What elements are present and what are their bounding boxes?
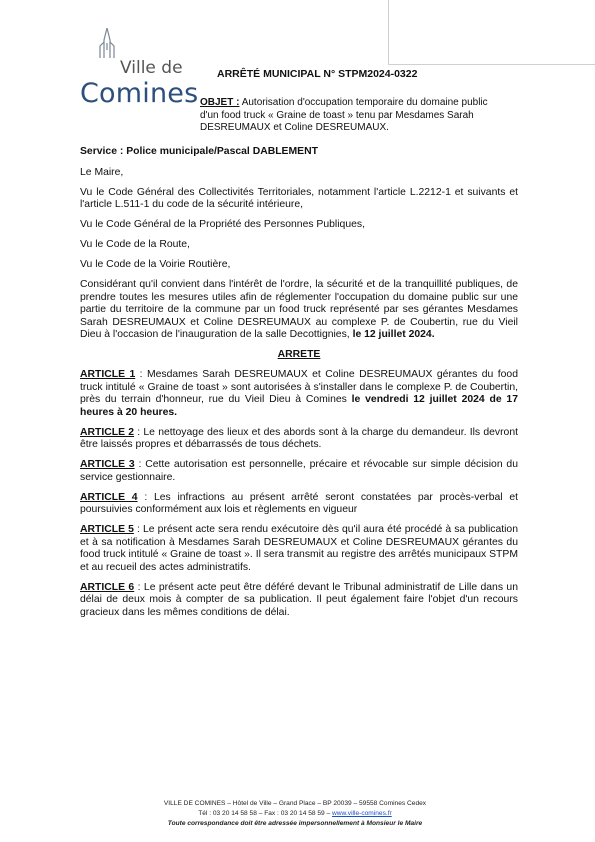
article-label: ARTICLE 3 <box>80 459 135 470</box>
objet-text: Autorisation d'occupation temporaire du domaine public d'un food truck « Graine de toast » tenu par Mesdames Sarah DESREUMAUX et Coline DESREUMAUX. <box>200 97 488 133</box>
article-label: ARTICLE 5 <box>80 524 134 535</box>
article-text: : Le présent acte peut être déféré devant le Tribunal administratif de Lille dans un délai de deux mois à compter de sa publication. Il peut également faire l'objet d'un recours gracieux dans les mêmes conditions de délai. <box>80 581 518 618</box>
document-body <box>80 146 518 627</box>
article-3 <box>80 459 518 484</box>
vu-code-voirie: Vu le Code de la Voirie Routière, <box>80 259 231 270</box>
city-logo <box>80 28 200 108</box>
article-2 <box>80 427 518 452</box>
service-line: Service : Police municipale/Pascal DABLEMENT <box>80 146 318 157</box>
website-link[interactable]: www.ville-comines.fr <box>332 809 392 817</box>
logo-text-ville: Ville de <box>120 58 183 78</box>
article-5 <box>80 524 518 574</box>
vu-cgct: Vu le Code Général des Collectivités Territoriales, notamment l'article L.2212-1 et suivants et l'article L.511-1 du code de la sécurité intérieure, <box>80 186 518 210</box>
article-date: le vendredi 12 juillet 2024 de 17 heures à 20 heures. <box>80 394 518 418</box>
page-footer <box>100 799 490 828</box>
article-text: : Mesdames Sarah DESREUMAUX et Coline DESREUMAUX gérantes du food truck intitulé « Graine de toast » sont autorisées à s'installer dans le complexe P. de Coubertin, près du terrain d'honneur, rue du Vieil Dieu à Comines <box>80 369 518 405</box>
footer-phone: Tél : 03 20 14 58 58 – Fax : 03 20 14 58 59 – <box>198 809 333 817</box>
logo-text-comines: Comines <box>80 78 199 109</box>
objet-label: OBJET : <box>200 97 240 108</box>
article-label: ARTICLE 2 <box>80 426 135 438</box>
objet-block <box>200 97 490 135</box>
vu-code-route: Vu le Code de la Route, <box>80 239 190 250</box>
vu-cg3p: Vu le Code Général de la Propriété des Personnes Publiques, <box>80 219 365 230</box>
arrete-number: ARRÊTÉ MUNICIPAL N° STPM2024-0322 <box>217 68 418 80</box>
footer-note: Toute correspondance doit être adressée impersonnellement à Monsieur le Maire <box>167 819 423 827</box>
maire-line: Le Maire, <box>80 166 124 178</box>
article-label: ARTICLE 6 <box>80 581 135 593</box>
stamp-box <box>388 0 595 65</box>
arrete-heading: ARRETE <box>277 349 321 360</box>
considerant-text: Considérant qu'il convient dans l'intérêt de l'ordre, la sécurité et de la tranquillité publiques, de prendre toutes les mesures utiles afin de réglementer l'occupation du domaine public sur une partie du territoire de la commune par un food truck représenté par ses gérantes Mesdames Sarah DESREUMAUX et Coline DESREUMAUX au complexe P. de Coubertin, rue du Vieil Dieu à l'occasion de l'inauguration de la salle Decottignies, <box>80 279 518 340</box>
article-1 <box>80 369 518 419</box>
footer-contact <box>100 809 490 819</box>
article-text: : Le présent acte sera rendu exécutoire dès qu'il aura été procédé à sa publication et à sa notification à Mesdames Sarah DESREUMAUX et Coline DESREUMAUX gérantes du food truck intitulé « Graine de toast ». Il sera transmit au registre des arrêtés municipaux STPM et au recueil des actes administratifs. <box>80 524 518 573</box>
church-icon <box>94 28 120 60</box>
considerant-date: le 12 juillet 2024. <box>352 329 435 340</box>
footer-address: VILLE DE COMINES – Hôtel de Ville – Grand Place – BP 20039 – 59558 Comines Cedex <box>163 800 427 807</box>
article-text: : Le nettoyage des lieux et des abords sont à la charge du demandeur. Ils devront être laissés propres et débarrassés de tous déchets. <box>80 426 518 450</box>
article-4 <box>80 492 518 517</box>
article-label: ARTICLE 1 <box>80 369 136 380</box>
article-label: ARTICLE 4 <box>80 491 138 503</box>
considerant-paragraph <box>80 279 518 342</box>
article-text: : Les infractions au présent arrêté seront constatées par procès-verbal et poursuivies conformément aux lois et règlements en vigueur <box>80 491 518 515</box>
article-text: : Cette autorisation est personnelle, précaire et révocable sur simple décision du service gestionnaire. <box>80 459 518 483</box>
article-6 <box>80 582 518 620</box>
